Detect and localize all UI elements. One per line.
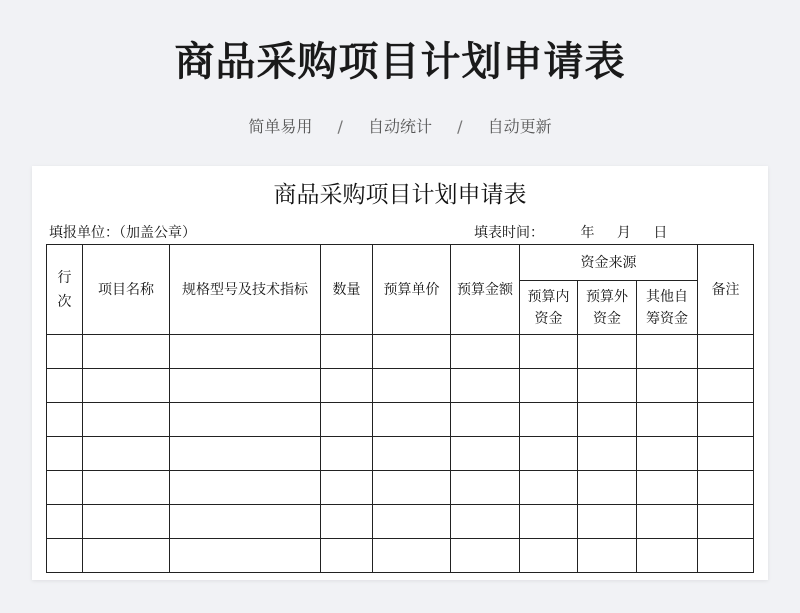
col-header-remark: 备注 [698, 245, 754, 335]
date-fields [578, 225, 683, 241]
day-label: 日 [653, 225, 668, 241]
col-header-qty: 数量 [321, 245, 373, 335]
col-header-fund-self: 其他自筹资金 [637, 281, 698, 335]
col-header-spec: 规格型号及技术指标 [170, 245, 321, 335]
tagline-separator: / [337, 117, 343, 136]
table-row [47, 369, 754, 403]
purchase-plan-table [46, 244, 754, 573]
col-header-item-name: 项目名称 [83, 245, 170, 335]
sheet-title: 商品采购项目计划申请表 [273, 182, 527, 208]
col-header-fund-in-budget: 预算内资金 [520, 281, 578, 335]
tagline-item-easy: 简单易用 [248, 117, 313, 136]
tagline-separator: / [457, 117, 463, 136]
table-row [47, 505, 754, 539]
unit-label: 填报单位：（加盖公章） [49, 225, 196, 241]
tagline [0, 114, 800, 137]
form-sheet [32, 166, 768, 580]
table-row [47, 335, 754, 369]
table-row [47, 539, 754, 573]
page-headline: 商品采购项目计划申请表 [174, 39, 626, 85]
month-label: 月 [616, 225, 631, 241]
table-row [47, 437, 754, 471]
tagline-item-auto-stats: 自动统计 [367, 117, 432, 136]
table-row [47, 471, 754, 505]
col-header-amount: 预算金额 [451, 245, 520, 335]
year-label: 年 [580, 225, 595, 241]
col-header-fund-source: 资金来源 [520, 245, 698, 281]
tagline-item-auto-update: 自动更新 [487, 117, 552, 136]
table-row [47, 403, 754, 437]
col-header-fund-out-budget: 预算外资金 [578, 281, 637, 335]
col-header-unit-price: 预算单价 [373, 245, 451, 335]
header-row [47, 245, 754, 281]
date-label: 填表时间： [474, 225, 544, 241]
col-header-row-no: 行次 [47, 245, 83, 335]
date-line [474, 222, 683, 242]
